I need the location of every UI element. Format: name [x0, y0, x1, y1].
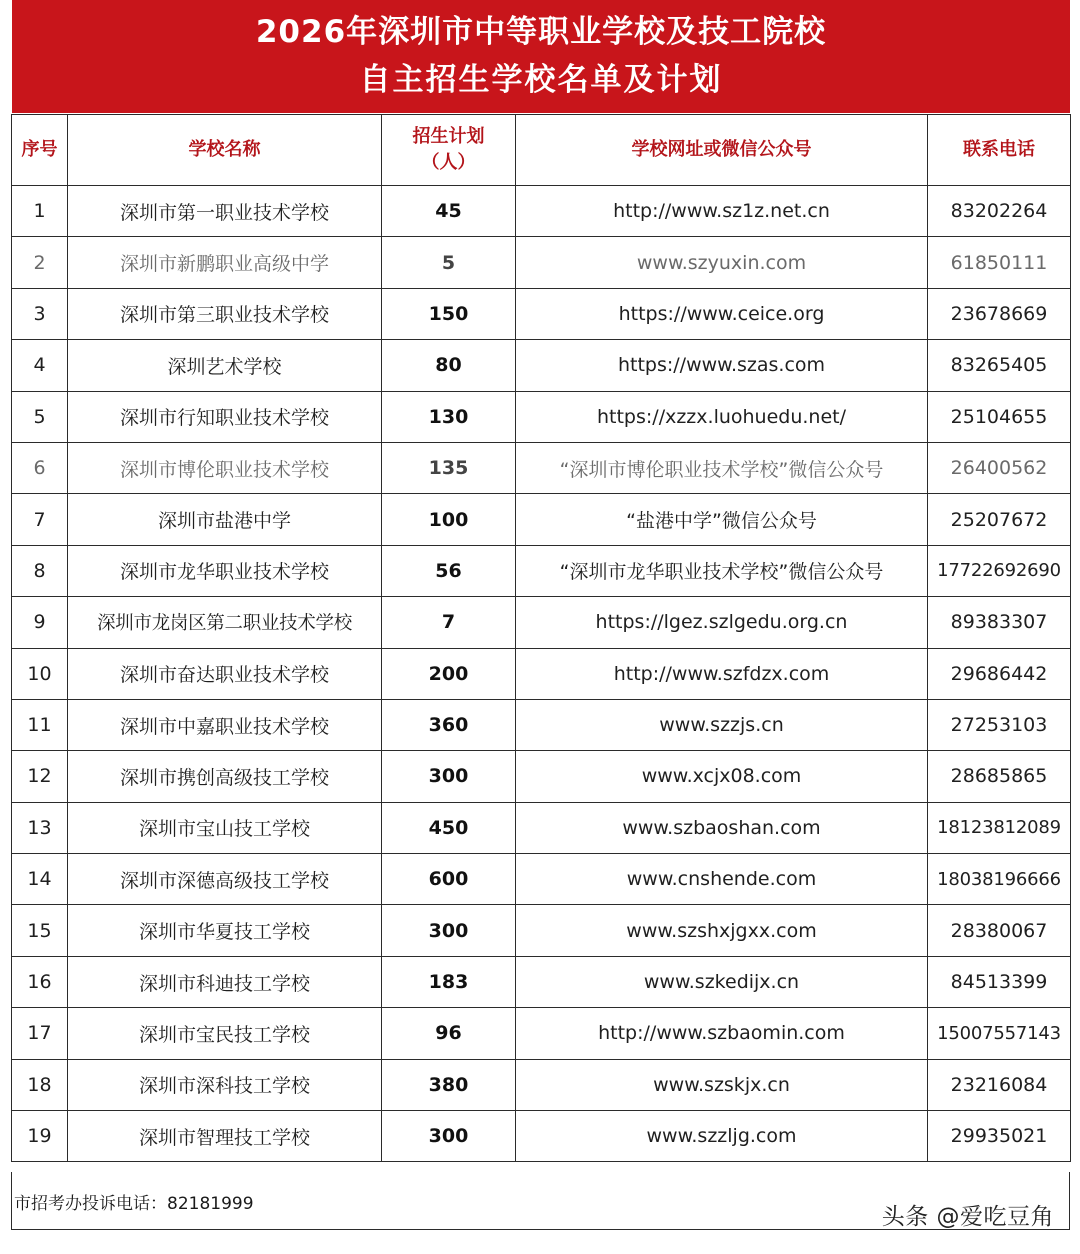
row-website: https://www.ceice.org [516, 288, 928, 339]
table-row [12, 956, 1071, 1007]
table-row [12, 648, 1071, 699]
table-row [12, 1111, 1071, 1162]
row-plan: 300 [382, 751, 516, 802]
row-index: 16 [12, 956, 68, 1007]
row-phone: 83265405 [928, 340, 1071, 391]
row-website: www.szzjs.cn [516, 699, 928, 750]
row-phone: 29686442 [928, 648, 1071, 699]
row-phone: 26400562 [928, 442, 1071, 493]
table-row [12, 340, 1071, 391]
table-header-row [12, 115, 1071, 186]
enrollment-table [11, 114, 1071, 1162]
row-website: www.cnshende.com [516, 854, 928, 905]
table-row [12, 854, 1071, 905]
row-school-name: 深圳市奋达职业技术学校 [68, 648, 382, 699]
row-website: www.xcjx08.com [516, 751, 928, 802]
row-plan: 600 [382, 854, 516, 905]
row-phone: 17722692690 [928, 545, 1071, 596]
row-index: 3 [12, 288, 68, 339]
row-index: 13 [12, 802, 68, 853]
row-index: 4 [12, 340, 68, 391]
table-row [12, 391, 1071, 442]
row-phone: 84513399 [928, 956, 1071, 1007]
row-school-name: 深圳市宝山技工学校 [68, 802, 382, 853]
header-index: 序号 [12, 115, 68, 186]
row-website: “深圳市博伦职业技术学校”微信公众号 [516, 442, 928, 493]
row-index: 5 [12, 391, 68, 442]
row-school-name: 深圳市智理技工学校 [68, 1111, 382, 1162]
row-plan: 450 [382, 802, 516, 853]
row-school-name: 深圳市盐港中学 [68, 494, 382, 545]
table-row [12, 1008, 1071, 1059]
row-index: 9 [12, 597, 68, 648]
row-website: www.szkedijx.cn [516, 956, 928, 1007]
header-plan-line1: 招生计划 [412, 126, 485, 147]
row-school-name: 深圳市深科技工学校 [68, 1059, 382, 1110]
row-index: 12 [12, 751, 68, 802]
row-phone: 83202264 [928, 186, 1071, 237]
row-school-name: 深圳市深德高级技工学校 [68, 854, 382, 905]
row-school-name: 深圳市第三职业技术学校 [68, 288, 382, 339]
header-plan [382, 115, 516, 186]
title-line-1: 2026年深圳市中等职业学校及技工院校 [255, 14, 827, 50]
table-row [12, 802, 1071, 853]
row-plan: 5 [382, 237, 516, 288]
row-phone: 18123812089 [928, 802, 1071, 853]
row-index: 1 [12, 186, 68, 237]
row-website: www.szzljg.com [516, 1111, 928, 1162]
row-plan: 45 [382, 186, 516, 237]
row-index: 11 [12, 699, 68, 750]
row-phone: 25104655 [928, 391, 1071, 442]
table-row [12, 288, 1071, 339]
row-phone: 23678669 [928, 288, 1071, 339]
row-website: http://www.szbaomin.com [516, 1008, 928, 1059]
row-website: “深圳市龙华职业技术学校”微信公众号 [516, 545, 928, 596]
row-plan: 300 [382, 1111, 516, 1162]
table-row [12, 186, 1071, 237]
row-phone: 28380067 [928, 905, 1071, 956]
row-phone: 29935021 [928, 1111, 1071, 1162]
header-plan-line2: （人） [421, 152, 476, 173]
table-row [12, 442, 1071, 493]
table-row [12, 545, 1071, 596]
row-phone: 61850111 [928, 237, 1071, 288]
row-index: 17 [12, 1008, 68, 1059]
row-plan: 100 [382, 494, 516, 545]
row-phone: 18038196666 [928, 854, 1071, 905]
row-index: 15 [12, 905, 68, 956]
table-row [12, 237, 1071, 288]
row-plan: 96 [382, 1008, 516, 1059]
row-school-name: 深圳市行知职业技术学校 [68, 391, 382, 442]
row-website: www.szbaoshan.com [516, 802, 928, 853]
row-index: 7 [12, 494, 68, 545]
row-index: 19 [12, 1111, 68, 1162]
row-phone: 25207672 [928, 494, 1071, 545]
row-index: 2 [12, 237, 68, 288]
header-school-name: 学校名称 [68, 115, 382, 186]
row-index: 8 [12, 545, 68, 596]
row-phone: 27253103 [928, 699, 1071, 750]
row-plan: 380 [382, 1059, 516, 1110]
row-school-name: 深圳市宝民技工学校 [68, 1008, 382, 1059]
row-website: http://www.sz1z.net.cn [516, 186, 928, 237]
row-phone: 23216084 [928, 1059, 1071, 1110]
title-line-2: 自主招生学校名单及计划 [359, 62, 723, 98]
row-school-name: 深圳市华夏技工学校 [68, 905, 382, 956]
row-plan: 150 [382, 288, 516, 339]
table-row [12, 494, 1071, 545]
table-row [12, 699, 1071, 750]
row-website: https://www.szas.com [516, 340, 928, 391]
row-school-name: 深圳市龙岗区第二职业技术学校 [68, 597, 382, 648]
header-phone: 联系电话 [928, 115, 1071, 186]
row-plan: 130 [382, 391, 516, 442]
row-plan: 80 [382, 340, 516, 391]
row-phone: 28685865 [928, 751, 1071, 802]
row-phone: 15007557143 [928, 1008, 1071, 1059]
row-website: www.szyuxin.com [516, 237, 928, 288]
row-plan: 183 [382, 956, 516, 1007]
row-school-name: 深圳市携创高级技工学校 [68, 751, 382, 802]
row-school-name: 深圳市科迪技工学校 [68, 956, 382, 1007]
row-phone: 89383307 [928, 597, 1071, 648]
row-school-name: 深圳市博伦职业技术学校 [68, 442, 382, 493]
row-plan: 360 [382, 699, 516, 750]
complaint-hotline: 市招考办投诉电话：82181999 [14, 1194, 254, 1214]
row-school-name: 深圳市中嘉职业技术学校 [68, 699, 382, 750]
row-website: www.szskjx.cn [516, 1059, 928, 1110]
row-website: https://xzzx.luohuedu.net/ [516, 391, 928, 442]
table-row [12, 597, 1071, 648]
table-row [12, 1059, 1071, 1110]
row-plan: 300 [382, 905, 516, 956]
row-index: 10 [12, 648, 68, 699]
watermark: 头条 @爱吃豆角 [881, 1204, 1054, 1230]
row-plan: 200 [382, 648, 516, 699]
row-website: http://www.szfdzx.com [516, 648, 928, 699]
row-school-name: 深圳市新鹏职业高级中学 [68, 237, 382, 288]
row-index: 14 [12, 854, 68, 905]
row-school-name: 深圳市第一职业技术学校 [68, 186, 382, 237]
row-plan: 7 [382, 597, 516, 648]
table-row [12, 751, 1071, 802]
row-website: www.szshxjgxx.com [516, 905, 928, 956]
row-school-name: 深圳艺术学校 [68, 340, 382, 391]
row-plan: 135 [382, 442, 516, 493]
row-index: 6 [12, 442, 68, 493]
header-website: 学校网址或微信公众号 [516, 115, 928, 186]
table-row [12, 905, 1071, 956]
row-school-name: 深圳市龙华职业技术学校 [68, 545, 382, 596]
title-banner [12, 0, 1070, 113]
row-website: https://lgez.szlgedu.org.cn [516, 597, 928, 648]
row-index: 18 [12, 1059, 68, 1110]
row-plan: 56 [382, 545, 516, 596]
row-website: “盐港中学”微信公众号 [516, 494, 928, 545]
